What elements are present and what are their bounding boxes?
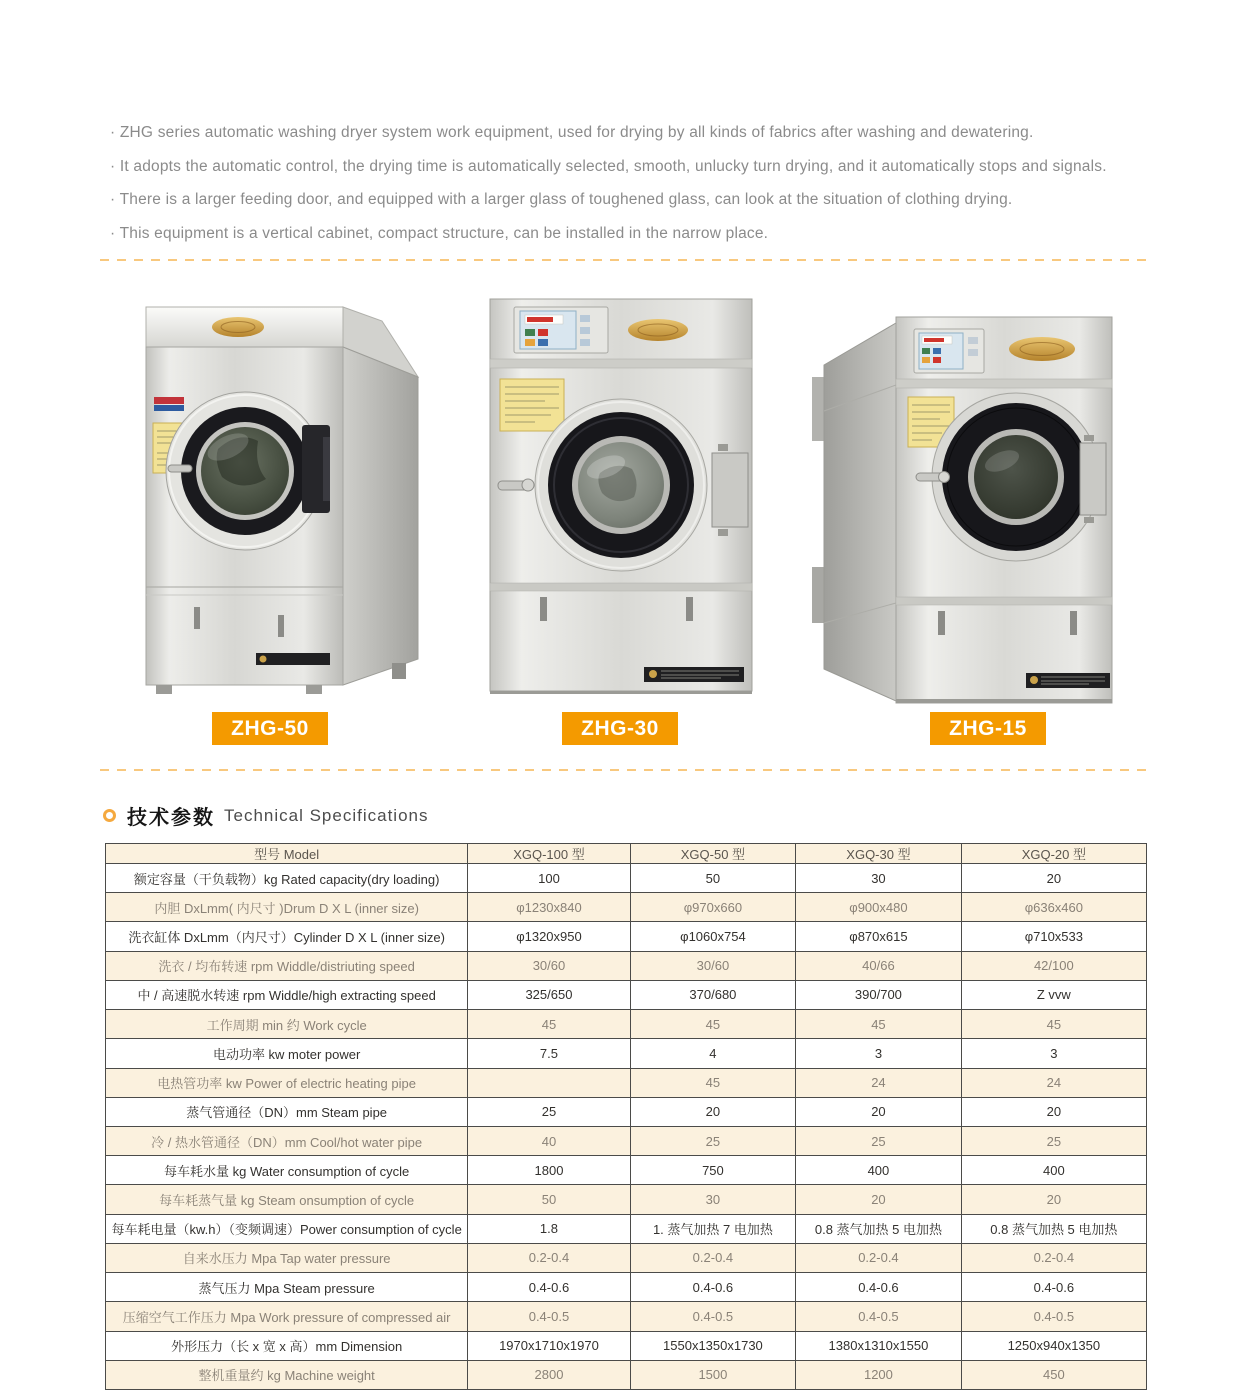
door-handle [168,465,192,472]
spec-value: 20 [961,864,1146,893]
spec-value: 1800 [468,1156,630,1185]
spec-value: 0.4-0.5 [796,1302,962,1331]
product-photo-zhg-15 [810,281,1132,710]
table-row [106,1302,1147,1331]
spec-label: 每车耗蒸气量 kg Steam onsumption of cycle [106,1185,468,1214]
spec-value: 45 [796,1010,962,1039]
spec-value: 390/700 [796,980,962,1009]
spec-value: 0.2-0.4 [961,1243,1146,1272]
spec-value: 20 [961,1185,1146,1214]
spec-value: 3 [961,1039,1146,1068]
spec-value: 20 [961,1097,1146,1126]
spec-value: 1.8 [468,1214,630,1243]
table-row [106,1010,1147,1039]
intro-bullets [110,116,1150,250]
table-row [106,1097,1147,1126]
spec-value: 50 [468,1185,630,1214]
spec-value: 0.4-0.6 [468,1273,630,1302]
table-row [106,951,1147,980]
spec-value: 25 [630,1126,796,1155]
spec-label: 中 / 高速脱水转速 rpm Widdle/high extracting speed [106,980,468,1009]
spec-value: 45 [630,1010,796,1039]
spec-value: 30 [630,1185,796,1214]
brand-logo [628,319,688,341]
intro-bullet: · It adopts the automatic control, the drying time is automatically selected, smooth, unlucky turn drying, and it automatically stops and signals. [110,150,1150,184]
spec-label: 额定容量（干负载物）kg Rated capacity(dry loading) [106,864,468,893]
table-row [106,1068,1147,1097]
column-header: XGQ-50 型 [630,844,796,864]
spec-value: 325/650 [468,980,630,1009]
spec-label: 电热管功率 kw Power of electric heating pipe [106,1068,468,1097]
spec-value: 0.4-0.5 [961,1302,1146,1331]
spec-value: 0.8 蒸气加热 5 电加热 [796,1214,962,1243]
spec-value: 0.8 蒸气加热 5 电加热 [961,1214,1146,1243]
spec-label: 内胆 DxLmm( 内尺寸 )Drum D X L (inner size) [106,893,468,922]
intro-bullet: · ZHG series automatic washing dryer system work equipment, used for drying by all kinds of fabrics after washing and dewatering. [110,116,1150,150]
spec-value: 100 [468,864,630,893]
spec-label: 电动功率 kw moter power [106,1039,468,1068]
spec-value: φ870x615 [796,922,962,951]
spec-value: 0.2-0.4 [796,1243,962,1272]
section-title-zh: 技术参数 [127,807,215,829]
spec-value: 25 [961,1126,1146,1155]
spec-value: 750 [630,1156,796,1185]
spec-value: 24 [961,1068,1146,1097]
spec-value: φ1060x754 [630,922,796,951]
spec-value: 450 [961,1360,1146,1389]
spec-label: 外形压力（长 x 宽 x 高）mm Dimension [106,1331,468,1360]
spec-value: 45 [468,1010,630,1039]
table-row [106,864,1147,893]
spec-value: 0.4-0.5 [468,1302,630,1331]
spec-label: 整机重量约 kg Machine weight [106,1360,468,1389]
spec-value: 2800 [468,1360,630,1389]
brand-logo [212,317,264,337]
table-row [106,922,1147,951]
table-row [106,1185,1147,1214]
table-row [106,1243,1147,1272]
spec-value: 40 [468,1126,630,1155]
spec-value: 1. 蒸气加热 7 电加热 [630,1214,796,1243]
warning-label [500,379,564,431]
table-row [106,1039,1147,1068]
spec-value: φ1230x840 [468,893,630,922]
spec-value: 0.4-0.6 [630,1273,796,1302]
spec-value: φ636x460 [961,893,1146,922]
spec-label: 自来水压力 Mpa Tap water pressure [106,1243,468,1272]
dashed-divider-top [100,259,1148,261]
door-latch [1080,443,1106,515]
spec-value: 0.4-0.6 [796,1273,962,1302]
spec-value: Z vvw [961,980,1146,1009]
spec-value: 30/60 [468,951,630,980]
spec-value: 40/66 [796,951,962,980]
column-header: XGQ-30 型 [796,844,962,864]
spec-value [468,1068,630,1097]
spec-value: 20 [796,1097,962,1126]
table-row [106,1156,1147,1185]
spec-label: 蒸气管通径（DN）mm Steam pipe [106,1097,468,1126]
table-row [106,1214,1147,1243]
table-row [106,1273,1147,1302]
spec-value: 1970x1710x1970 [468,1331,630,1360]
brand-logo [1009,337,1075,361]
product-photo-zhg-50 [130,287,432,700]
section-title-en: Technical Specifications [224,805,429,825]
door-handle [498,479,534,491]
column-header: XGQ-20 型 [961,844,1146,864]
control-panel [914,329,984,373]
table-row [106,1126,1147,1155]
spec-value: 1200 [796,1360,962,1389]
model-tag-zhg-15: ZHG-15 [930,712,1046,745]
section-header [103,801,428,830]
intro-bullet: · This equipment is a vertical cabinet, compact structure, can be installed in the narrow place. [110,217,1150,251]
spec-value: 4 [630,1039,796,1068]
spec-value: 370/680 [630,980,796,1009]
model-tag-zhg-30: ZHG-30 [562,712,678,745]
spec-label: 每车耗水量 kg Water consumption of cycle [106,1156,468,1185]
spec-label: 冷 / 热水管通径（DN）mm Cool/hot water pipe [106,1126,468,1155]
spec-label: 洗衣缸体 DxLmm（内尺寸）Cylinder D X L (inner size) [106,922,468,951]
table-header-row [106,844,1147,864]
spec-value: φ1320x950 [468,922,630,951]
product-photo-zhg-30 [480,285,762,700]
model-tag-zhg-50: ZHG-50 [212,712,328,745]
spec-value: 7.5 [468,1039,630,1068]
spec-value: φ710x533 [961,922,1146,951]
spec-value: 30 [796,864,962,893]
control-panel [514,307,608,353]
spec-value: 24 [796,1068,962,1097]
spec-value: 45 [630,1068,796,1097]
specs-table [105,843,1147,1390]
spec-value: 400 [796,1156,962,1185]
table-row [106,893,1147,922]
spec-label: 工作周期 min 约 Work cycle [106,1010,468,1039]
table-row [106,980,1147,1009]
dashed-divider-bottom [100,769,1148,771]
spec-value: 400 [961,1156,1146,1185]
spec-value: 0.2-0.4 [630,1243,796,1272]
spec-value: 20 [796,1185,962,1214]
column-header: 型号 Model [106,844,468,864]
spec-label: 蒸气压力 Mpa Steam pressure [106,1273,468,1302]
spec-value: 30/60 [630,951,796,980]
intro-bullet: · There is a larger feeding door, and equipped with a larger glass of toughened glass, can look at the situation of clothing drying. [110,183,1150,217]
spec-label: 洗衣 / 均布转速 rpm Widdle/distriuting speed [106,951,468,980]
spec-value: 0.4-0.6 [961,1273,1146,1302]
spec-label: 每车耗电量（kw.h）（变频调速）Power consumption of cycle [106,1214,468,1243]
spec-value: 1250x940x1350 [961,1331,1146,1360]
orange-ring-icon [103,809,116,822]
spec-value: 1380x1310x1550 [796,1331,962,1360]
spec-value: 0.4-0.5 [630,1302,796,1331]
table-row [106,1331,1147,1360]
spec-value: 50 [630,864,796,893]
spec-value: 20 [630,1097,796,1126]
spec-value: 3 [796,1039,962,1068]
spec-value: φ900x480 [796,893,962,922]
column-header: XGQ-100 型 [468,844,630,864]
spec-value: 42/100 [961,951,1146,980]
stickers [154,397,184,411]
spec-value: 0.2-0.4 [468,1243,630,1272]
spec-value: φ970x660 [630,893,796,922]
door-handle [916,472,950,483]
spec-value: 45 [961,1010,1146,1039]
table-row [106,1360,1147,1389]
spec-value: 25 [796,1126,962,1155]
spec-value: 1500 [630,1360,796,1389]
spec-label: 压缩空气工作压力 Mpa Work pressure of compressed air [106,1302,468,1331]
spec-value: 25 [468,1097,630,1126]
door-latch [712,453,748,527]
spec-value: 1550x1350x1730 [630,1331,796,1360]
